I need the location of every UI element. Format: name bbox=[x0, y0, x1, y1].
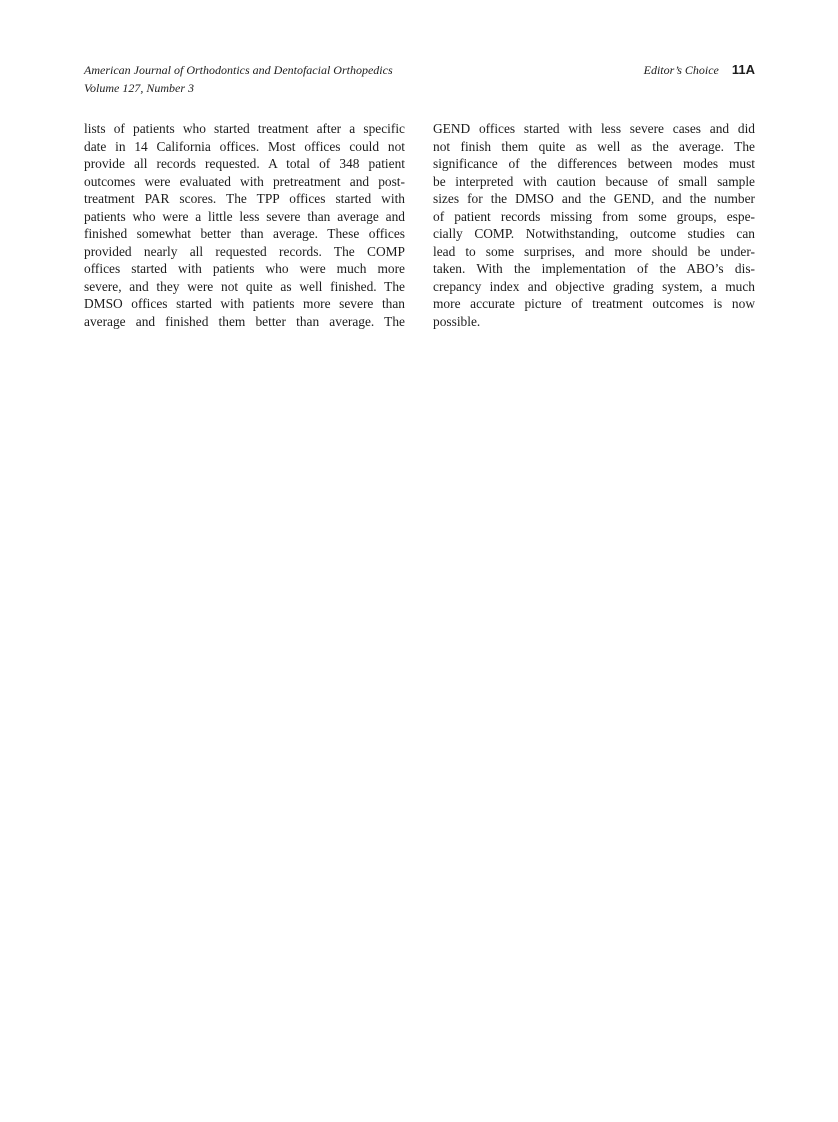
text-line: possible. bbox=[433, 313, 481, 329]
text-line: provide all records requested. A total of 348 patient bbox=[84, 156, 405, 171]
text-line: crepancy index and objective grading system, a much bbox=[433, 278, 755, 294]
text-line: date in 14 California offices. Most offices could not bbox=[84, 138, 405, 154]
journal-title: American Journal of Orthodontics and Dentofacial Orthopedics bbox=[84, 63, 393, 77]
text-line: offices started with patients who were much more bbox=[84, 261, 405, 276]
text-line: be interpreted with caution because of small sample bbox=[433, 173, 755, 189]
page-number: 11A bbox=[731, 62, 755, 77]
body-column-left bbox=[84, 120, 405, 330]
text-line: significance of the differences between modes must bbox=[433, 156, 755, 171]
text-line: finished somewhat better than average. These offices bbox=[84, 226, 405, 241]
text-line: patients who were a little less severe than average and bbox=[84, 208, 405, 224]
text-line: of patient records missing from some groups, espe- bbox=[433, 208, 755, 224]
text-line: more accurate picture of treatment outcomes is now bbox=[433, 296, 755, 311]
text-line: sizes for the DMSO and the GEND, and the number bbox=[433, 191, 755, 206]
text-line: lists of patients who started treatment after a specific bbox=[84, 121, 405, 136]
header-left bbox=[84, 61, 393, 97]
header-right bbox=[644, 61, 755, 79]
text-line: outcomes were evaluated with pretreatment and post- bbox=[84, 173, 405, 189]
text-line: average and finished them better than average. The bbox=[84, 313, 405, 329]
text-line: provided nearly all requested records. The COMP bbox=[84, 243, 405, 259]
text-line: GEND offices started with less severe cases and did bbox=[433, 121, 755, 136]
text-line: treatment PAR scores. The TPP offices started with bbox=[84, 191, 405, 206]
text-line: DMSO offices started with patients more severe than bbox=[84, 296, 405, 311]
text-line: lead to some surprises, and more should be under- bbox=[433, 243, 755, 259]
text-line: taken. With the implementation of the ABO’s dis- bbox=[433, 261, 755, 276]
text-line: severe, and they were not quite as well finished. The bbox=[84, 278, 405, 294]
issue-info: Volume 127, Number 3 bbox=[84, 81, 194, 95]
text-line: not finish them quite as well as the average. The bbox=[433, 138, 755, 154]
section-label: Editor’s Choice bbox=[643, 63, 719, 77]
text-line: cially COMP. Notwithstanding, outcome studies can bbox=[433, 226, 755, 241]
page-header bbox=[84, 61, 755, 97]
body-column-right bbox=[433, 120, 755, 330]
